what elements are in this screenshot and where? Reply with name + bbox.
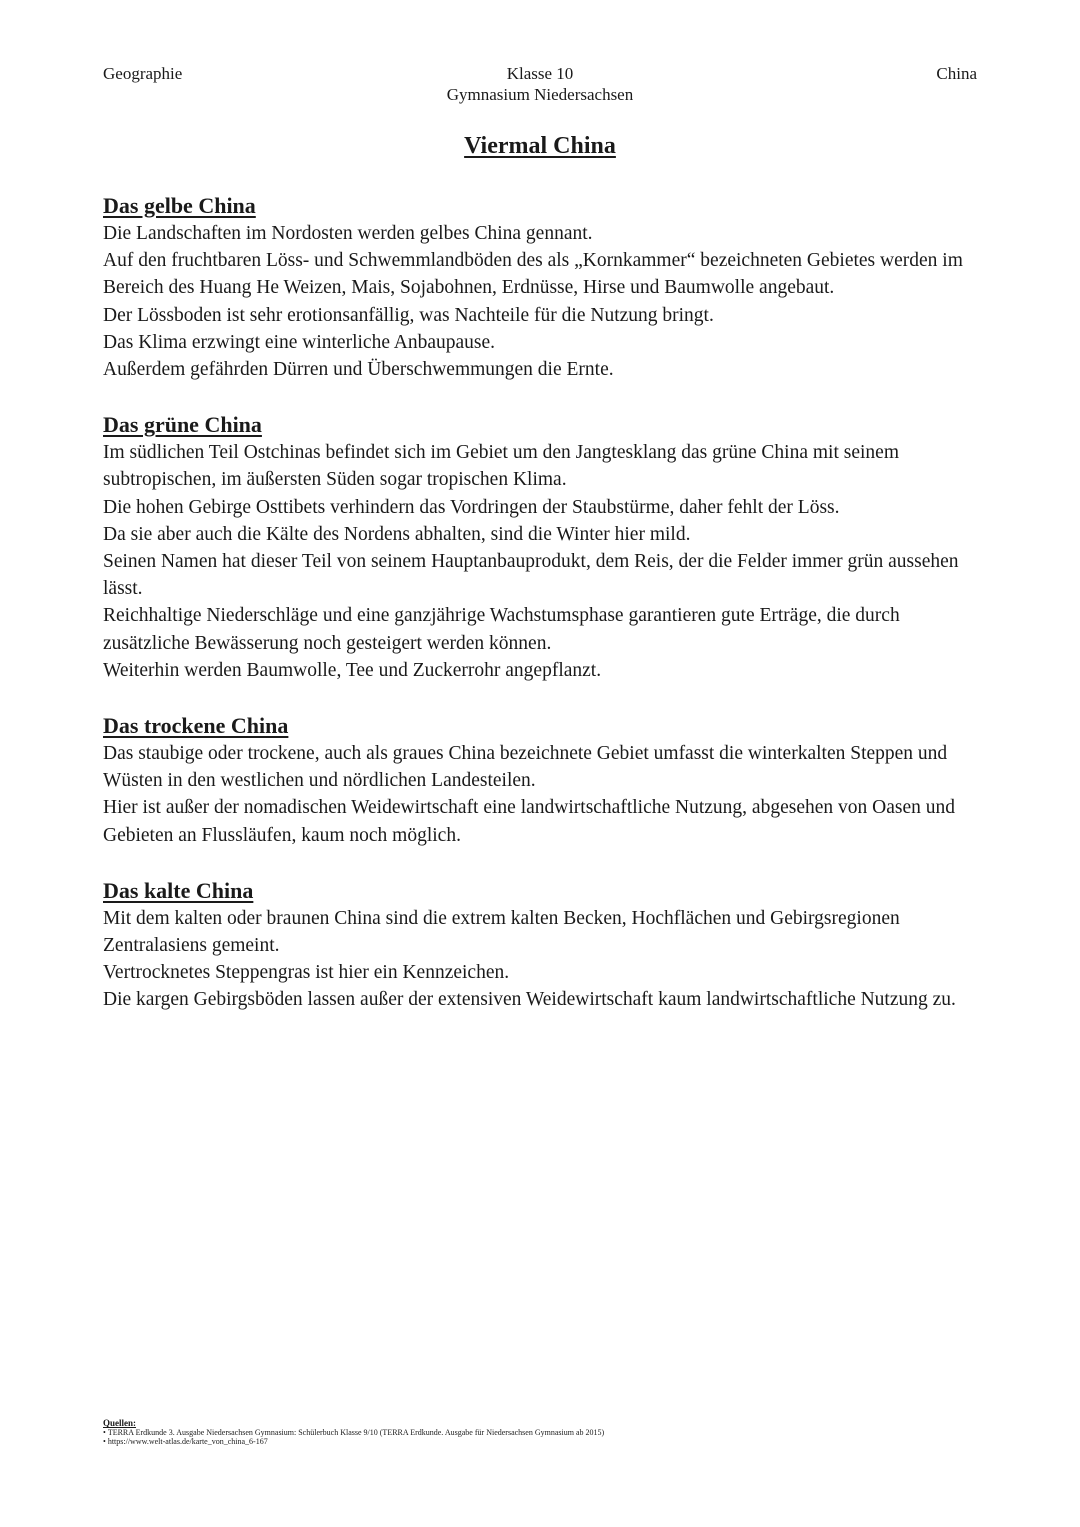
paragraph: Das staubige oder trockene, auch als graues China bezeichnete Gebiet umfasst die winterkalten Steppen und Wüsten in den westlichen und nördlichen Landesteilen. [103,743,948,792]
section-heading: Das kalte China [103,877,254,903]
section-gelbes-china [103,191,983,383]
section-trockenes-china [103,711,983,849]
section-heading: Das grüne China [103,412,262,438]
source-item: • https://www.welt-atlas.de/karte_von_china_6-167 [103,1437,604,1446]
paragraph: Die kargen Gebirgsböden lassen außer der extensiven Weidewirtschaft kaum landwirtschaftliche Nutzung zu. [103,989,956,1011]
section-kaltes-china [103,876,983,1014]
section-heading: Das trockene China [103,713,289,739]
paragraph: Hier ist außer der nomadischen Weidewirtschaft eine landwirtschaftliche Nutzung, abgesehen von Oasen und Gebieten an Flussläufen, kaum noch möglich. [103,797,955,846]
header-subject: Geographie [103,64,183,83]
source-item: • TERRA Erdkunde 3. Ausgabe Niedersachsen Gymnasium: Schülerbuch Klasse 9/10 (TERRA Erdkunde. Ausgabe für Niedersachsen Gymnasium ab 2015) [103,1428,604,1437]
document-title-text: Viermal China [464,133,616,159]
header-grade: Klasse 10 [506,64,574,83]
section-heading: Das gelbe China [103,193,256,218]
header-center [0,63,1080,105]
header-topic: China [936,64,977,83]
paragraph: Auf den fruchtbaren Löss- und Schwemmlandböden des als „Kornkammer“ bezeichneten Gebietes werden im Bereich des Huang He Weizen, Mais, Sojabohnen, Erdnüsse, Hirse und Baumwolle angebaut. [103,250,963,299]
paragraph: Da sie aber auch die Kälte des Nordens abhalten, sind die Winter hier mild. [103,523,691,545]
document-title [0,131,1080,161]
paragraph: Vertrocknetes Steppengras ist hier ein Kennzeichen. [103,962,510,984]
paragraph: Reichhaltige Niederschläge und eine ganzjährige Wachstumsphase garantieren gute Erträge, die durch zusätzliche Bewässerung noch gesteigert werden können. [103,605,900,654]
paragraph: Weiterhin werden Baumwolle, Tee und Zuckerrohr angepflanzt. [103,659,602,681]
header-school: Gymnasium Niedersachsen [446,85,634,104]
paragraph: Die Landschaften im Nordosten werden gelbes China gennant. [103,223,593,244]
paragraph: Der Lössboden ist sehr erotionsanfällig, was Nachteile für die Nutzung bringt. [103,304,714,326]
document-body [103,191,983,1041]
paragraph: Seinen Namen hat dieser Teil von seinem Hauptanbauprodukt, dem Reis, der die Felder immer grün aussehen lässt. [103,551,959,600]
paragraph: Das Klima erzwingt eine winterliche Anbaupause. [103,331,496,353]
section-gruenes-china [103,410,983,684]
paragraph: Außerdem gefährden Dürren und Überschwemmungen die Ernte. [103,359,614,381]
sources-heading: Quellen: [103,1418,136,1428]
paragraph: Im südlichen Teil Ostchinas befindet sich im Gebiet um den Jangtesklang das grüne China mit seinem subtropischen, im äußersten Süden sogar tropischen Klima. [103,442,899,491]
sources-block [103,1418,604,1446]
paragraph: Die hohen Gebirge Osttibets verhindern das Vordringen der Staubstürme, daher fehlt der Löss. [103,496,840,518]
paragraph: Mit dem kalten oder braunen China sind die extrem kalten Becken, Hochflächen und Gebirgsregionen Zentralasiens gemeint. [103,907,900,957]
